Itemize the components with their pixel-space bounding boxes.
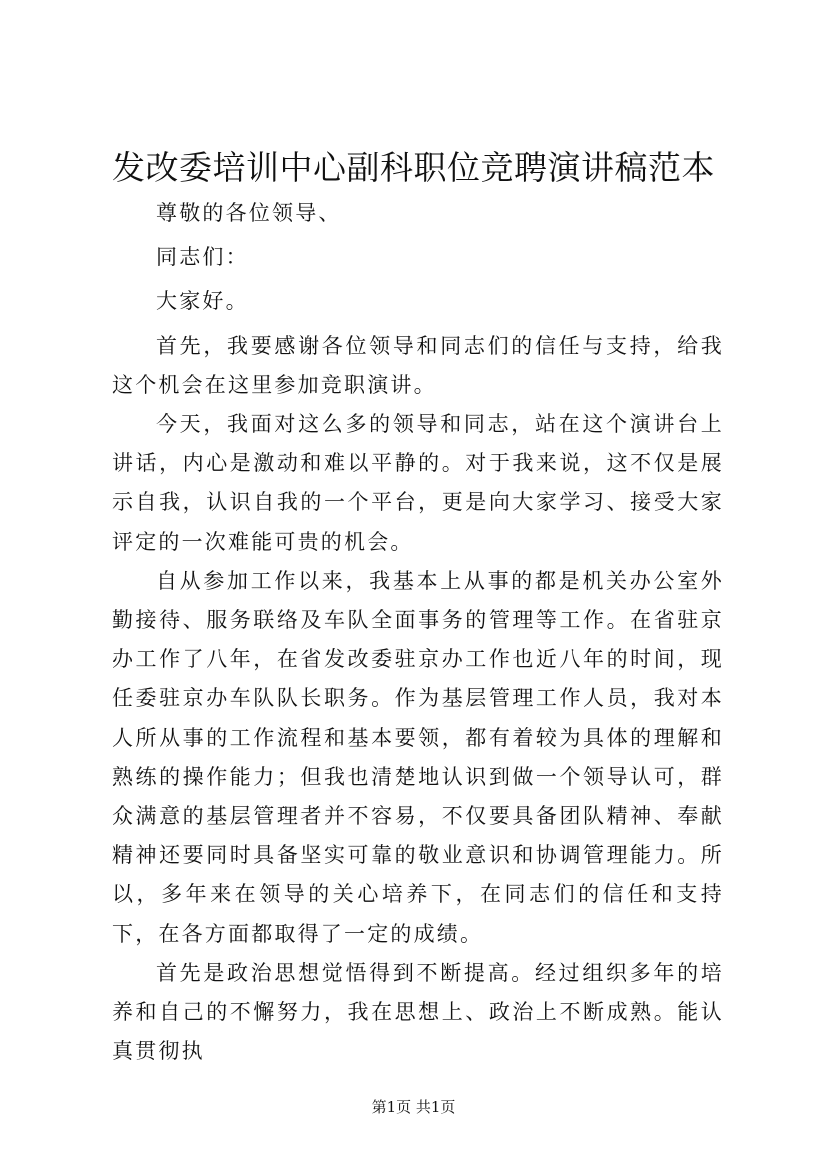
paragraph-greeting: 大家好。 — [156, 289, 249, 314]
paragraph-work-history: 自从参加工作以来，我基本上从事的都是机关办公室外勤接待、服务联络及车队全面事务的管理等工作。在省驻京办工作了八年，在省发改委驻京办工作也近八年的时间，现任委驻京办车队队长职务。作为基层管理工作人员，我对本人所从事的工作流程和基本要领，都有着较为具体的理解和熟练的操作能力；但我也清楚地认识到做一个领导认可，群众满意的基层管理者并不容易，不仅要具备团队精神、奉献精神还要同时具备坚实可靠的敬业意识和协调管理能力。所以，多年来在领导的关心培养下，在同志们的信任和支持下，在各方面都取得了一定的成绩。 — [112, 568, 724, 946]
page-footer: 第1页 共1页 — [371, 1098, 456, 1116]
document-body — [112, 194, 724, 1071]
paragraph-salutation-2: 同志们： — [156, 245, 249, 270]
paragraph-today: 今天，我面对这么多的领导和同志，站在这个演讲台上讲话，内心是激动和难以平静的。对于我来说，这不仅是展示自我，认识自我的一个平台，更是向大家学习、接受大家评定的一次难能可贵的机会。 — [112, 412, 724, 554]
paragraph-thanks: 首先，我要感谢各位领导和同志们的信任与支持，给我这个机会在这里参加竞职演讲。 — [112, 333, 724, 397]
paragraph-political: 首先是政治思想觉悟得到不断提高。经过组织多年的培养和自己的不懈努力，我在思想上、政治上不断成熟。能认真贯彻执 — [112, 960, 724, 1064]
paragraph-salutation-1: 尊敬的各位领导、 — [156, 201, 342, 225]
document-title: 发改委培训中心副科职位竞聘演讲稿范本 — [112, 148, 715, 187]
